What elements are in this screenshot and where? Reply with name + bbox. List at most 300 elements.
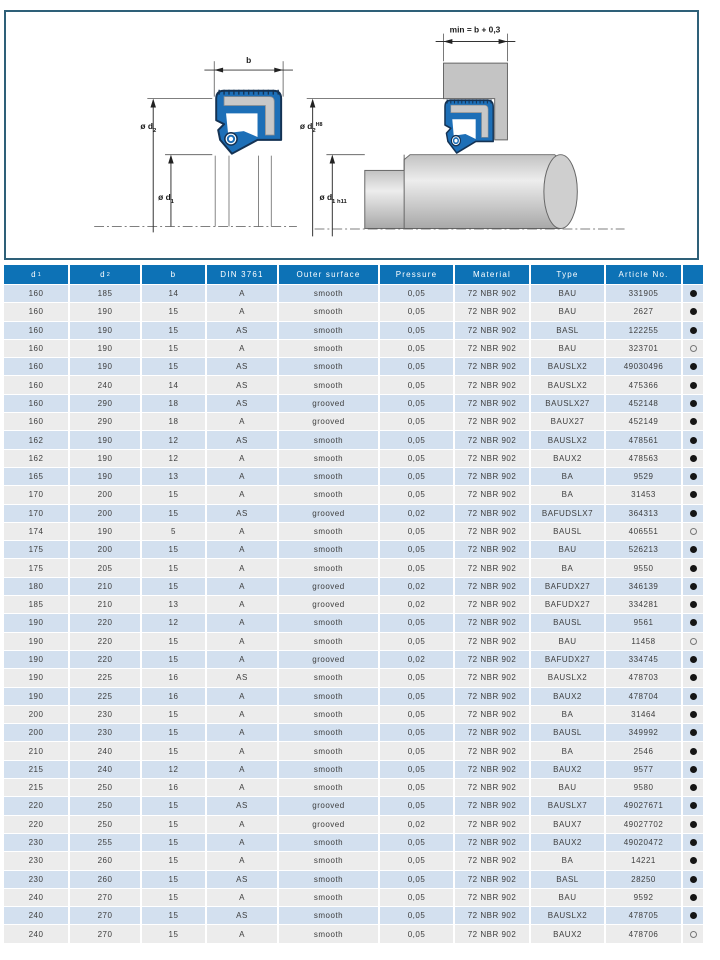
cell-outer_surface: smooth	[279, 889, 378, 906]
table-row	[4, 724, 703, 741]
cell-type: BAU	[531, 889, 604, 906]
cell-d1: 230	[4, 871, 68, 888]
cell-d2: 250	[70, 816, 140, 833]
cell-b: 15	[142, 706, 205, 723]
cell-pressure: 0,05	[380, 633, 453, 650]
table-row	[4, 834, 703, 851]
col-header-d2: d 2	[70, 265, 140, 284]
cell-d1: 160	[4, 285, 68, 302]
cell-material: 72 NBR 902	[455, 413, 529, 430]
table-row	[4, 541, 703, 558]
cell-d2: 200	[70, 486, 140, 503]
cell-d2: 220	[70, 614, 140, 631]
cell-outer_surface: smooth	[279, 761, 378, 778]
cell-b: 15	[142, 358, 205, 375]
filled-circle-icon	[690, 327, 697, 334]
dimension-d1-label: ø $d_1$	[158, 191, 174, 205]
cell-pressure: 0,05	[380, 541, 453, 558]
cell-type: BAUX7	[531, 816, 604, 833]
cell-availability	[683, 559, 703, 576]
cell-article_no: 9529	[606, 468, 681, 485]
open-circle-icon	[690, 638, 697, 645]
cell-din3761: A	[207, 523, 277, 540]
cell-pressure: 0,05	[380, 669, 453, 686]
cell-type: BAUSL	[531, 523, 604, 540]
cell-d1: 165	[4, 468, 68, 485]
open-circle-icon	[690, 345, 697, 352]
cell-b: 15	[142, 816, 205, 833]
table-row	[4, 523, 703, 540]
cell-d1: 230	[4, 852, 68, 869]
cell-pressure: 0,02	[380, 505, 453, 522]
cell-article_no: 28250	[606, 871, 681, 888]
table-row	[4, 431, 703, 448]
seal-drawing-svg	[6, 12, 697, 258]
cell-article_no: 323701	[606, 340, 681, 357]
table-row	[4, 852, 703, 869]
cell-article_no: 49030496	[606, 358, 681, 375]
col-header-din3761: DIN 3761	[207, 265, 277, 284]
cell-type: BAU	[531, 303, 604, 320]
cell-type: BAUX2	[531, 688, 604, 705]
cell-din3761: A	[207, 651, 277, 668]
cell-material: 72 NBR 902	[455, 505, 529, 522]
cell-availability	[683, 413, 703, 430]
table-row	[4, 761, 703, 778]
arrow-icon	[214, 68, 223, 73]
cell-availability	[683, 925, 703, 942]
filled-circle-icon	[690, 601, 697, 608]
cell-material: 72 NBR 902	[455, 523, 529, 540]
cell-availability	[683, 450, 703, 467]
cell-b: 15	[142, 486, 205, 503]
cell-availability	[683, 395, 703, 412]
cell-type: BAUSLX27	[531, 395, 604, 412]
cell-type: BAFUDX27	[531, 651, 604, 668]
cell-b: 15	[142, 505, 205, 522]
table-row	[4, 578, 703, 595]
cell-outer_surface: smooth	[279, 724, 378, 741]
cell-pressure: 0,05	[380, 523, 453, 540]
table-row	[4, 816, 703, 833]
cell-availability	[683, 596, 703, 613]
cell-availability	[683, 688, 703, 705]
cell-b: 16	[142, 779, 205, 796]
cell-d1: 170	[4, 486, 68, 503]
cell-material: 72 NBR 902	[455, 340, 529, 357]
cell-b: 18	[142, 395, 205, 412]
cell-pressure: 0,05	[380, 724, 453, 741]
cell-d1: 210	[4, 742, 68, 759]
filled-circle-icon	[690, 766, 697, 773]
cell-article_no: 478706	[606, 925, 681, 942]
cell-outer_surface: grooved	[279, 505, 378, 522]
cell-outer_surface: smooth	[279, 523, 378, 540]
cell-availability	[683, 651, 703, 668]
cell-d2: 260	[70, 871, 140, 888]
cell-din3761: A	[207, 633, 277, 650]
cell-type: BAU	[531, 633, 604, 650]
cell-outer_surface: smooth	[279, 431, 378, 448]
cell-article_no: 9561	[606, 614, 681, 631]
cell-type: BAUSLX2	[531, 376, 604, 393]
cell-d2: 290	[70, 395, 140, 412]
table-header-row	[4, 265, 703, 284]
col-header-type: Type	[531, 265, 604, 284]
cell-din3761: A	[207, 834, 277, 851]
cell-type: BA	[531, 742, 604, 759]
cell-din3761: A	[207, 596, 277, 613]
cell-b: 13	[142, 596, 205, 613]
cell-pressure: 0,05	[380, 303, 453, 320]
shaft	[365, 155, 578, 229]
cell-b: 15	[142, 633, 205, 650]
cell-material: 72 NBR 902	[455, 578, 529, 595]
cell-b: 12	[142, 450, 205, 467]
cell-b: 15	[142, 541, 205, 558]
table-row	[4, 651, 703, 668]
cell-d2: 185	[70, 285, 140, 302]
cell-type: BAUSL	[531, 614, 604, 631]
table-row	[4, 871, 703, 888]
filled-circle-icon	[690, 839, 697, 846]
cell-d2: 220	[70, 633, 140, 650]
cell-article_no: 526213	[606, 541, 681, 558]
arrow-icon	[330, 155, 336, 164]
cell-type: BASL	[531, 871, 604, 888]
cell-article_no: 452148	[606, 395, 681, 412]
cell-availability	[683, 852, 703, 869]
cell-pressure: 0,05	[380, 907, 453, 924]
cell-material: 72 NBR 902	[455, 596, 529, 613]
table-row	[4, 925, 703, 942]
table-body	[4, 285, 703, 943]
cell-article_no: 31464	[606, 706, 681, 723]
cell-d2: 290	[70, 413, 140, 430]
cell-availability	[683, 797, 703, 814]
cell-din3761: AS	[207, 907, 277, 924]
cell-material: 72 NBR 902	[455, 688, 529, 705]
cell-outer_surface: smooth	[279, 468, 378, 485]
cell-b: 16	[142, 688, 205, 705]
cell-d2: 210	[70, 596, 140, 613]
cell-type: BAFUDX27	[531, 578, 604, 595]
cell-availability	[683, 816, 703, 833]
cell-din3761: A	[207, 852, 277, 869]
table-row	[4, 559, 703, 576]
cell-b: 15	[142, 724, 205, 741]
right-mounted-drawing	[300, 25, 625, 237]
cell-d1: 160	[4, 303, 68, 320]
cell-d1: 190	[4, 651, 68, 668]
cell-d1: 174	[4, 523, 68, 540]
cell-type: BAU	[531, 541, 604, 558]
cell-d1: 200	[4, 724, 68, 741]
cell-pressure: 0,05	[380, 450, 453, 467]
cell-d2: 190	[70, 523, 140, 540]
cell-b: 13	[142, 468, 205, 485]
cell-article_no: 331905	[606, 285, 681, 302]
cell-outer_surface: smooth	[279, 376, 378, 393]
cell-pressure: 0,05	[380, 376, 453, 393]
cell-d1: 220	[4, 797, 68, 814]
cell-din3761: AS	[207, 431, 277, 448]
cell-type: BAUX2	[531, 761, 604, 778]
cell-article_no: 11458	[606, 633, 681, 650]
cell-d2: 240	[70, 742, 140, 759]
cell-material: 72 NBR 902	[455, 852, 529, 869]
cell-outer_surface: grooved	[279, 816, 378, 833]
cell-material: 72 NBR 902	[455, 322, 529, 339]
cell-outer_surface: grooved	[279, 578, 378, 595]
arrow-icon	[150, 99, 156, 108]
cell-din3761: AS	[207, 358, 277, 375]
cell-material: 72 NBR 902	[455, 395, 529, 412]
cell-d1: 162	[4, 431, 68, 448]
table-row	[4, 706, 703, 723]
cell-pressure: 0,05	[380, 779, 453, 796]
cell-type: BAUSLX7	[531, 797, 604, 814]
cell-material: 72 NBR 902	[455, 834, 529, 851]
cell-d1: 160	[4, 340, 68, 357]
cell-d1: 240	[4, 907, 68, 924]
cell-outer_surface: smooth	[279, 541, 378, 558]
cell-availability	[683, 871, 703, 888]
cell-outer_surface: smooth	[279, 486, 378, 503]
cell-pressure: 0,05	[380, 761, 453, 778]
cell-pressure: 0,05	[380, 322, 453, 339]
cell-din3761: A	[207, 450, 277, 467]
cell-d2: 230	[70, 724, 140, 741]
cell-din3761: AS	[207, 871, 277, 888]
table-row	[4, 340, 703, 357]
cell-d1: 190	[4, 633, 68, 650]
table-row	[4, 303, 703, 320]
cell-material: 72 NBR 902	[455, 925, 529, 942]
cell-b: 15	[142, 559, 205, 576]
cell-pressure: 0,02	[380, 578, 453, 595]
cell-pressure: 0,05	[380, 871, 453, 888]
cell-din3761: A	[207, 486, 277, 503]
cell-type: BAU	[531, 340, 604, 357]
cell-type: BAUSL	[531, 724, 604, 741]
cell-pressure: 0,05	[380, 797, 453, 814]
cell-d1: 200	[4, 706, 68, 723]
cell-material: 72 NBR 902	[455, 669, 529, 686]
cell-din3761: AS	[207, 322, 277, 339]
cell-type: BAUX2	[531, 450, 604, 467]
cell-d1: 230	[4, 834, 68, 851]
cell-outer_surface: smooth	[279, 450, 378, 467]
cell-din3761: AS	[207, 797, 277, 814]
col-header-outer_surface: Outer surface	[279, 265, 378, 284]
cell-pressure: 0,05	[380, 852, 453, 869]
cell-d1: 160	[4, 395, 68, 412]
cell-outer_surface: grooved	[279, 651, 378, 668]
cell-type: BA	[531, 468, 604, 485]
cell-pressure: 0,05	[380, 706, 453, 723]
table-row	[4, 486, 703, 503]
filled-circle-icon	[690, 802, 697, 809]
filled-circle-icon	[690, 565, 697, 572]
cell-availability	[683, 779, 703, 796]
filled-circle-icon	[690, 693, 697, 700]
cell-d1: 240	[4, 925, 68, 942]
cell-availability	[683, 431, 703, 448]
cell-material: 72 NBR 902	[455, 303, 529, 320]
cell-article_no: 346139	[606, 578, 681, 595]
cell-availability	[683, 633, 703, 650]
cell-b: 15	[142, 651, 205, 668]
cell-availability	[683, 578, 703, 595]
cell-outer_surface: smooth	[279, 688, 378, 705]
arrow-icon	[499, 39, 508, 44]
cell-din3761: A	[207, 541, 277, 558]
cell-type: BAU	[531, 779, 604, 796]
table-row	[4, 376, 703, 393]
cell-article_no: 334281	[606, 596, 681, 613]
col-header-pressure: Pressure	[380, 265, 453, 284]
filled-circle-icon	[690, 546, 697, 553]
cell-article_no: 452149	[606, 413, 681, 430]
table-row	[4, 669, 703, 686]
cell-article_no: 14221	[606, 852, 681, 869]
cell-d1: 215	[4, 779, 68, 796]
cell-material: 72 NBR 902	[455, 559, 529, 576]
cell-outer_surface: smooth	[279, 742, 378, 759]
cell-availability	[683, 505, 703, 522]
cell-availability	[683, 340, 703, 357]
shaft-end	[544, 155, 577, 229]
arrow-icon	[444, 39, 453, 44]
cell-d1: 175	[4, 559, 68, 576]
cell-outer_surface: smooth	[279, 358, 378, 375]
cell-material: 72 NBR 902	[455, 431, 529, 448]
dimension-b-label: b	[246, 55, 252, 66]
cell-material: 72 NBR 902	[455, 376, 529, 393]
cell-d2: 190	[70, 340, 140, 357]
cell-material: 72 NBR 902	[455, 742, 529, 759]
cell-din3761: A	[207, 559, 277, 576]
filled-circle-icon	[690, 674, 697, 681]
cell-din3761: AS	[207, 395, 277, 412]
table-row	[4, 413, 703, 430]
col-header-availability	[683, 265, 703, 284]
cell-d2: 190	[70, 322, 140, 339]
cell-d1: 180	[4, 578, 68, 595]
cell-outer_surface: smooth	[279, 706, 378, 723]
cell-article_no: 122255	[606, 322, 681, 339]
cell-availability	[683, 285, 703, 302]
cell-din3761: A	[207, 742, 277, 759]
cell-article_no: 478561	[606, 431, 681, 448]
cell-article_no: 9577	[606, 761, 681, 778]
table-row	[4, 907, 703, 924]
cell-article_no: 478704	[606, 688, 681, 705]
cell-d2: 240	[70, 376, 140, 393]
cell-article_no: 478563	[606, 450, 681, 467]
cell-d1: 175	[4, 541, 68, 558]
cell-type: BA	[531, 852, 604, 869]
cell-availability	[683, 834, 703, 851]
cell-availability	[683, 303, 703, 320]
cell-outer_surface: smooth	[279, 871, 378, 888]
cell-d1: 190	[4, 669, 68, 686]
cell-din3761: A	[207, 303, 277, 320]
cell-pressure: 0,05	[380, 834, 453, 851]
table-row	[4, 889, 703, 906]
table-row	[4, 358, 703, 375]
filled-circle-icon	[690, 510, 697, 517]
cell-d2: 220	[70, 651, 140, 668]
cell-d2: 270	[70, 925, 140, 942]
col-header-material: Material	[455, 265, 529, 284]
filled-circle-icon	[690, 729, 697, 736]
shaft-body	[404, 155, 560, 229]
cell-din3761: A	[207, 614, 277, 631]
cell-d2: 225	[70, 688, 140, 705]
cell-pressure: 0,02	[380, 596, 453, 613]
cell-din3761: A	[207, 761, 277, 778]
cell-availability	[683, 907, 703, 924]
cell-article_no: 349992	[606, 724, 681, 741]
cell-d1: 215	[4, 761, 68, 778]
cell-d2: 240	[70, 761, 140, 778]
cell-type: BAUX27	[531, 413, 604, 430]
cell-b: 15	[142, 797, 205, 814]
table-row	[4, 797, 703, 814]
cell-b: 12	[142, 431, 205, 448]
cell-outer_surface: grooved	[279, 797, 378, 814]
cell-type: BAFUDSLX7	[531, 505, 604, 522]
cell-din3761: A	[207, 468, 277, 485]
cell-d2: 210	[70, 578, 140, 595]
cell-availability	[683, 724, 703, 741]
cell-b: 15	[142, 340, 205, 357]
table-row	[4, 322, 703, 339]
cell-material: 72 NBR 902	[455, 816, 529, 833]
cell-d2: 200	[70, 505, 140, 522]
cell-availability	[683, 742, 703, 759]
filled-circle-icon	[690, 583, 697, 590]
filled-circle-icon	[690, 382, 697, 389]
cell-article_no: 49027702	[606, 816, 681, 833]
filled-circle-icon	[690, 290, 697, 297]
cell-material: 72 NBR 902	[455, 761, 529, 778]
cell-type: BA	[531, 486, 604, 503]
cell-pressure: 0,02	[380, 816, 453, 833]
cell-pressure: 0,05	[380, 358, 453, 375]
cell-material: 72 NBR 902	[455, 468, 529, 485]
filled-circle-icon	[690, 491, 697, 498]
cell-din3761: A	[207, 578, 277, 595]
cell-type: BAUSLX2	[531, 669, 604, 686]
cell-b: 16	[142, 669, 205, 686]
cell-pressure: 0,05	[380, 285, 453, 302]
cell-material: 72 NBR 902	[455, 651, 529, 668]
cell-pressure: 0,05	[380, 468, 453, 485]
table-row	[4, 285, 703, 302]
cell-d2: 250	[70, 797, 140, 814]
table-row	[4, 505, 703, 522]
cell-type: BAFUDX27	[531, 596, 604, 613]
cell-availability	[683, 322, 703, 339]
cell-d2: 190	[70, 468, 140, 485]
cell-d1: 160	[4, 322, 68, 339]
cell-material: 72 NBR 902	[455, 889, 529, 906]
table-row	[4, 395, 703, 412]
cell-outer_surface: grooved	[279, 413, 378, 430]
